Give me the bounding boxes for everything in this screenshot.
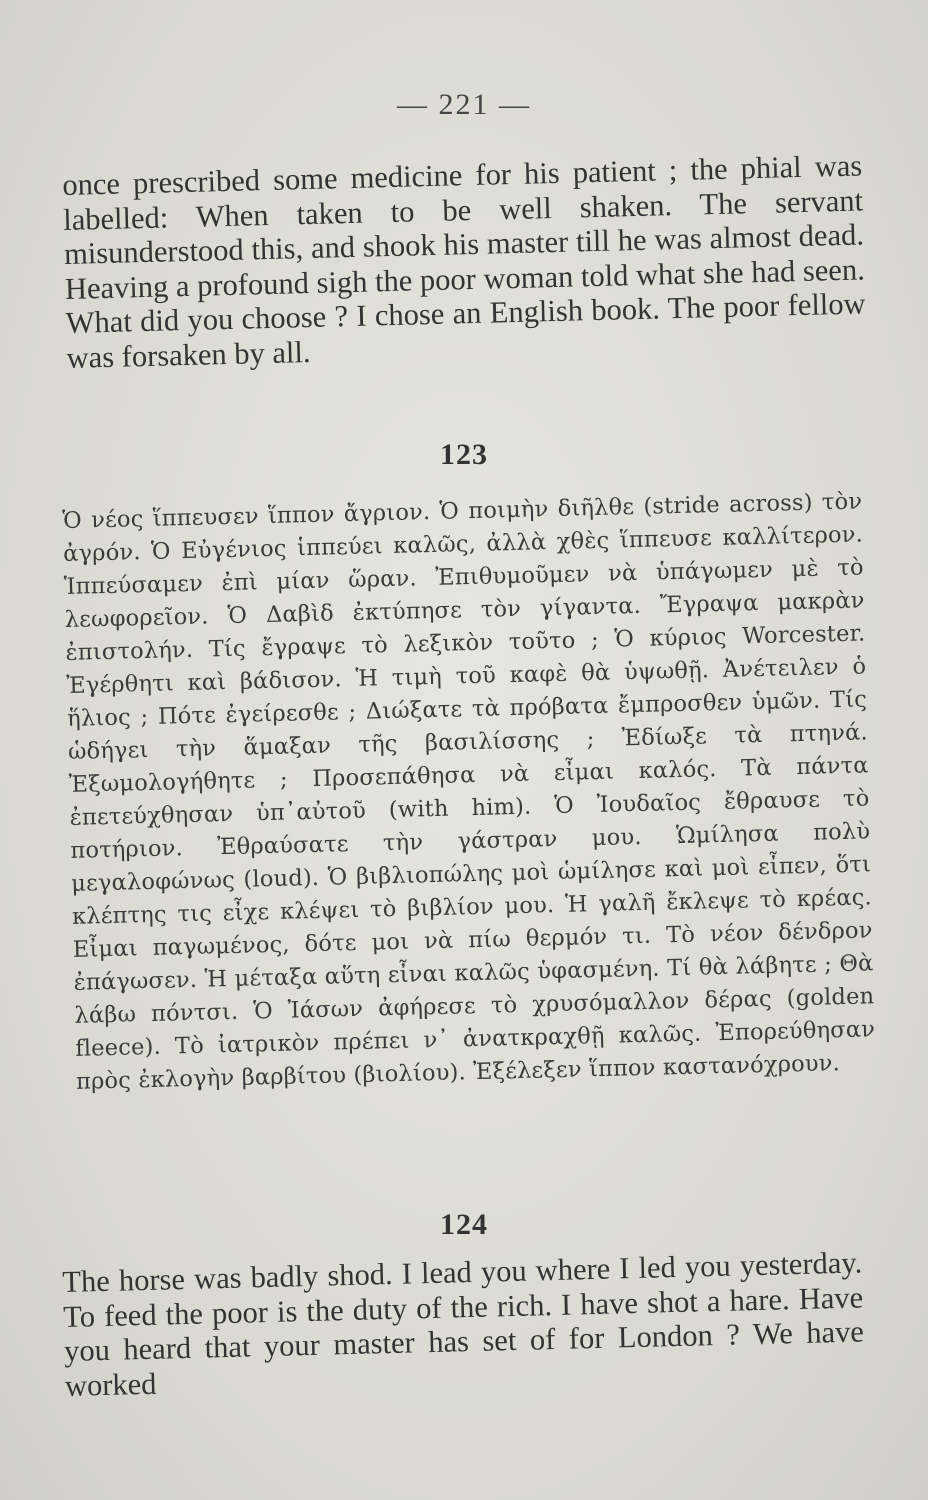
section-123-text: Ὁ νέος ἵππευσεν ἵππον ἄγριον. Ὁ ποιμὴν διῆλθε (stride across) τὸν ἀγρόν. Ὁ Εὐγένιος ἱππεύει καλῶς, ἀλλὰ χθὲς ἵππευσε καλλίτερον. Ἱππεύσαμεν ἐπὶ μίαν ὥραν. Ἐπιθυμοῦμεν νὰ ὑπάγωμεν μὲ τὸ λεωφορεῖον. Ὁ Δαβὶδ ἐκτύπησε τὸν γίγαντα. Ἔγραψα μακρὰν ἐπιστολήν. Τίς ἔγραψε τὸ λεξικὸν τοῦτο ; Ὁ κύριος Worcester. Ἐγέρθητι καὶ βάδισον. Ἡ τιμὴ τοῦ καφὲ θὰ ὑψωθῇ. Ἀνέτειλεν ὁ ἥλιος ; Πότε ἐγείρεσθε ; Διώξατε τὰ πρόβατα ἔμπροσθεν ὑμῶν. Τίς ὡδήγει τὴν ἅμαξαν τῆς βασιλίσσης ; Ἐδίωξε τὰ πτηνά. Ἐξωμολογήθητε ; Προσεπάθησα νὰ εἶμαι καλός. Τὰ πάντα ἐπετεύχθησαν ὑπ᾽αὐτοῦ (with him). Ὁ Ἰουδαῖος ἔθραυσε τὸ ποτήριον. Ἐθραύσατε τὴν γάστραν μου. Ὡμίλησα πολὺ μεγαλοφώνως (loud). Ὁ βιβλιοπώλης μοὶ ὡμίλησε καὶ μοὶ εἶπεν, ὅτι κλέπτης τις εἶχε κλέψει τὸ βιβλίον μου. Ἡ γαλῆ ἔκλεψε τὸ κρέας. Εἶμαι παγωμένος, δότε μοι νὰ πίω θερμόν τι. Τὸ νέον δένδρον ἐπάγωσεν. Ἡ μέταξα αὕτη εἶναι καλῶς ὑφασμένη. Τί θὰ λάβητε ; Θὰ λάβω πόντσι. Ὁ Ἰάσων ἀφήρεσε τὸ χρυσόμαλλον δέρας (golden fleece). Τὸ ἰατρικὸν πρέπει ν᾽ ἀνατκραχθῇ καλῶς. Ἐπορεύθησαν πρὸς ἐκλογὴν βαρβίτου (βιολίου). Ἐξέλεξεν ἵππον καστανόχρουν.	[62, 488, 876, 1095]
page-number: — 221 —	[397, 88, 531, 121]
section-number-123: 123	[440, 438, 488, 471]
section-number-124: 124	[440, 1208, 488, 1241]
paragraph-text: once prescribed some medicine for his patient ; the phial was labelled: When taken to be well shaken. The servant misunderstood this, and shook his master till he was almost dead. Heaving a profound sigh the poor woman told what she had seen. What did you choose ? I chose an English book. The poor fellow was forsaken by all.	[62, 148, 866, 375]
section-123-body	[62, 485, 876, 1098]
paragraph-continuation	[62, 148, 867, 374]
section-124-text: The horse was badly shod. I lead you where I led you yesterday. To feed the poor is the duty of the rich. I have shot a hare. Have you heard that your master has set of for London ? We have worked	[62, 1245, 865, 1403]
section-124-body	[62, 1245, 865, 1403]
